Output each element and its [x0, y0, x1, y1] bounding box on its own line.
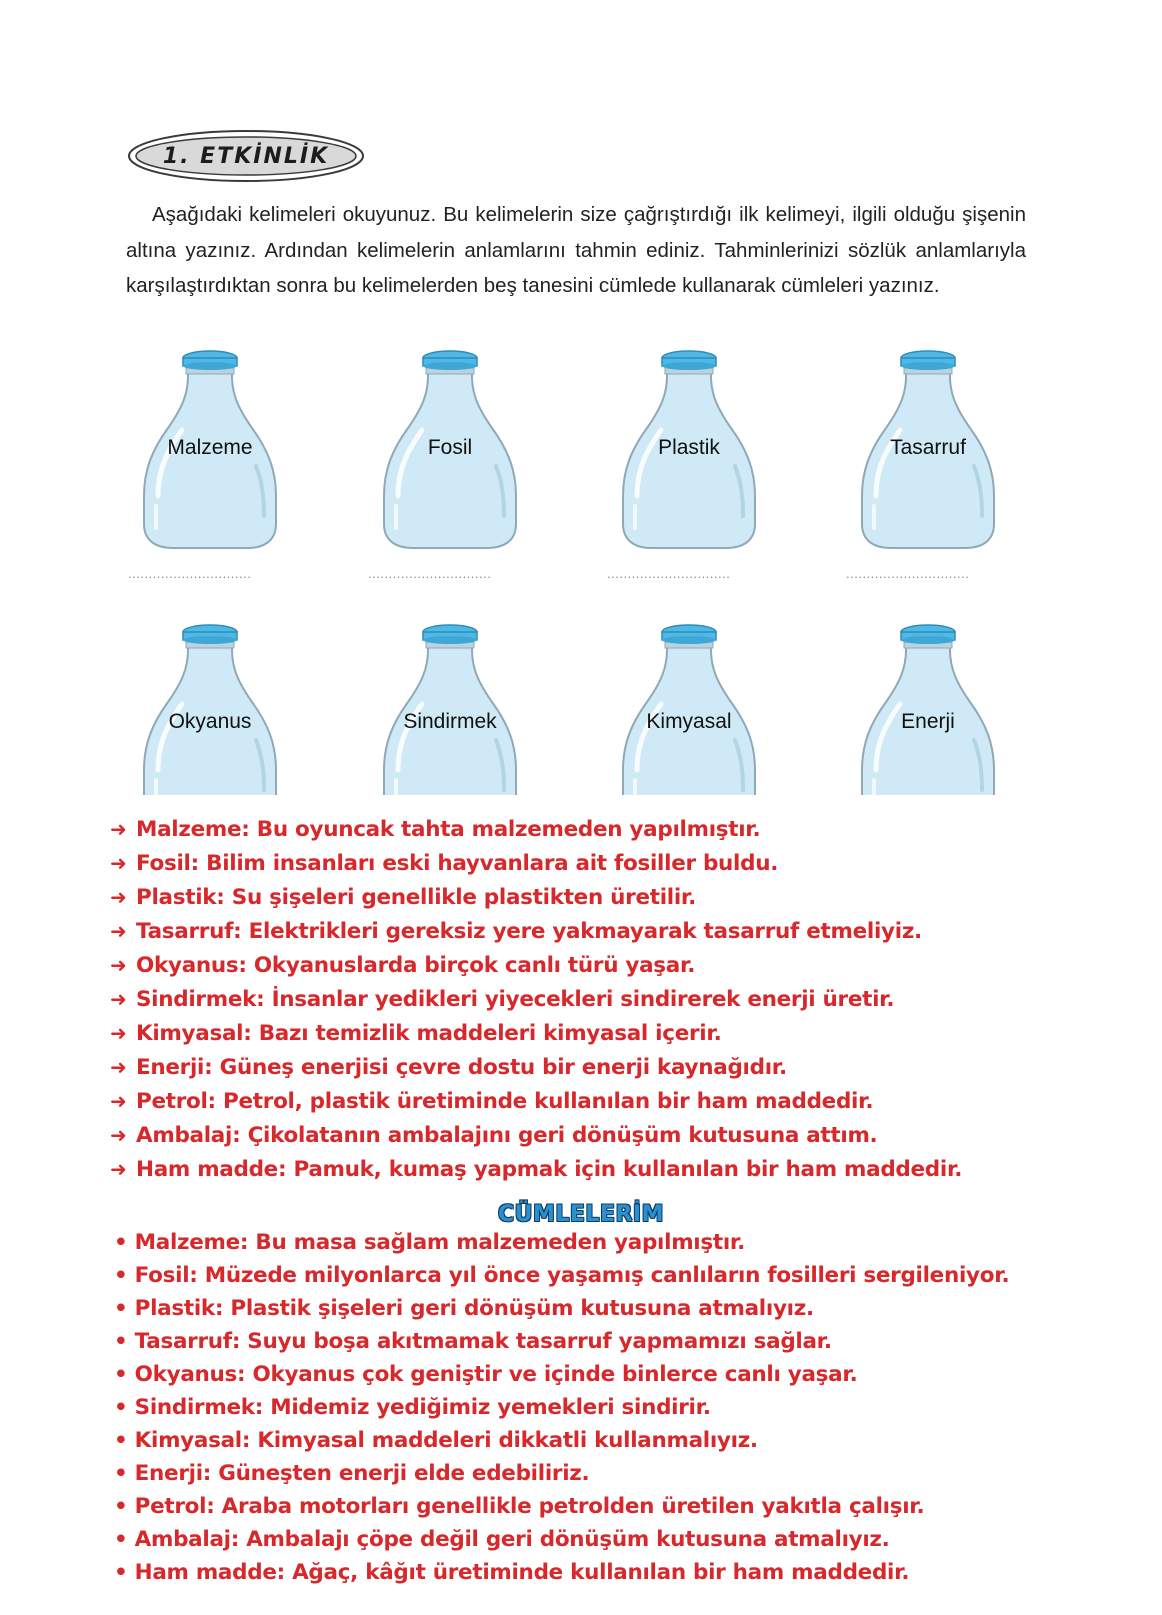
bullet-icon: • — [114, 1230, 135, 1255]
arrow-right-icon: ➜ — [110, 953, 127, 977]
bullet-icon: • — [114, 1494, 135, 1519]
arrow-right-icon: ➜ — [110, 851, 127, 875]
sentence-text: Malzeme: Bu masa sağlam malzemeden yapılmıştır. — [134, 1230, 746, 1255]
bottle — [856, 346, 1000, 552]
bullet-icon: • — [114, 1527, 135, 1552]
bottle — [138, 620, 282, 826]
sentence-text: Kimyasal: Kimyasal maddeleri dikkatli kullanmalıyız. — [134, 1428, 758, 1453]
bullet-icon: • — [114, 1362, 135, 1387]
sentence-text: Ambalaj: Ambalajı çöpe değil geri dönüşüm kutusuna atmalıyız. — [134, 1527, 890, 1552]
answer-text: Petrol: Petrol, plastik üretiminde kullanılan bir ham maddedir. — [136, 1089, 874, 1114]
sentence-item — [114, 1490, 1134, 1523]
sentences-list — [114, 1226, 1134, 1589]
answer-item — [110, 1084, 1110, 1118]
answer-text: Ambalaj: Çikolatanın ambalajını geri dönüşüm kutusuna attım. — [136, 1123, 878, 1148]
activity-title: 1. ETKİNLİK — [162, 143, 330, 169]
bullet-icon: • — [114, 1263, 135, 1288]
sentence-item — [114, 1424, 1134, 1457]
answer-blank[interactable]: .............................. — [846, 566, 970, 581]
bottle — [617, 346, 761, 552]
bottle-label: Malzeme — [167, 436, 253, 459]
answer-text: Enerji: Güneş enerjisi çevre dostu bir enerji kaynağıdır. — [136, 1055, 787, 1080]
answer-item — [110, 982, 1110, 1016]
answers-list — [110, 812, 1110, 1186]
bottle — [138, 346, 282, 552]
answer-text: Malzeme: Bu oyuncak tahta malzemeden yapılmıştır. — [136, 817, 761, 842]
answer-text: Fosil: Bilim insanları eski hayvanlara ait fosiller buldu. — [136, 851, 779, 876]
arrow-right-icon: ➜ — [110, 885, 127, 909]
sentence-item — [114, 1358, 1134, 1391]
arrow-right-icon: ➜ — [110, 817, 127, 841]
answer-item — [110, 1050, 1110, 1084]
bottle-label: Plastik — [658, 436, 720, 459]
bottle — [378, 346, 522, 552]
bottle-label: Kimyasal — [646, 710, 732, 733]
answer-item — [110, 880, 1110, 914]
bullet-icon: • — [114, 1560, 135, 1585]
bullet-icon: • — [114, 1329, 135, 1354]
answer-text: Ham madde: Pamuk, kumaş yapmak için kullanılan bir ham maddedir. — [136, 1157, 963, 1182]
bullet-icon: • — [114, 1461, 135, 1486]
sentence-text: Sindirmek: Midemiz yediğimiz yemekleri sindirir. — [134, 1395, 711, 1420]
arrow-right-icon: ➜ — [110, 987, 127, 1011]
arrow-right-icon: ➜ — [110, 1021, 127, 1045]
answer-item — [110, 914, 1110, 948]
sentence-item — [114, 1226, 1134, 1259]
bottle — [617, 620, 761, 826]
arrow-right-icon: ➜ — [110, 1157, 127, 1181]
sentence-item — [114, 1391, 1134, 1424]
sentence-item — [114, 1556, 1134, 1589]
sentence-text: Enerji: Güneşten enerji elde edebiliriz. — [134, 1461, 590, 1486]
answer-blank[interactable]: .............................. — [368, 566, 492, 581]
sentence-item — [114, 1292, 1134, 1325]
instructions-text: Aşağıdaki kelimeleri okuyunuz. Bu kelimelerin size çağrıştırdığı ilk kelimeyi, ilgili olduğu şişenin altına yazınız. Ardından kelimelerin anlamlarını tahmin ediniz. Tahminlerinizi sözlük anlamlarıyla karşılaştırdıktan sonra bu kelimelerden beş tanesini cümlede kullanarak cümleleri yazınız. — [126, 203, 1026, 297]
sentence-item — [114, 1259, 1134, 1292]
activity-badge — [126, 128, 366, 184]
sentence-item — [114, 1457, 1134, 1490]
answer-item — [110, 846, 1110, 880]
answer-text: Tasarruf: Elektrikleri gereksiz yere yakmayarak tasarruf etmeliyiz. — [136, 919, 922, 944]
answer-item — [110, 1016, 1110, 1050]
answer-blank[interactable]: .............................. — [607, 566, 731, 581]
answer-text: Plastik: Su şişeleri genellikle plastikten üretilir. — [136, 885, 697, 910]
arrow-right-icon: ➜ — [110, 919, 127, 943]
bottle-label: Tasarruf — [890, 436, 966, 459]
arrow-right-icon: ➜ — [110, 1123, 127, 1147]
section-title: CÜMLELERİM — [497, 1202, 664, 1227]
answer-item — [110, 948, 1110, 982]
answer-item — [110, 812, 1110, 846]
answer-text: Sindirmek: İnsanlar yedikleri yiyecekleri sindirerek enerji üretir. — [136, 987, 895, 1012]
sentence-text: Tasarruf: Suyu boşa akıtmamak tasarruf yapmamızı sağlar. — [134, 1329, 832, 1354]
answer-item — [110, 1118, 1110, 1152]
sentence-text: Ham madde: Ağaç, kâğıt üretiminde kullanılan bir ham maddedir. — [134, 1560, 910, 1585]
sentence-text: Okyanus: Okyanus çok geniştir ve içinde binlerce canlı yaşar. — [134, 1362, 858, 1387]
bottle-label: Enerji — [901, 710, 955, 733]
answer-blank[interactable]: .............................. — [128, 566, 252, 581]
answer-text: Kimyasal: Bazı temizlik maddeleri kimyasal içerir. — [136, 1021, 722, 1046]
sentence-text: Plastik: Plastik şişeleri geri dönüşüm kutusuna atmalıyız. — [134, 1296, 814, 1321]
arrow-right-icon: ➜ — [110, 1055, 127, 1079]
bullet-icon: • — [114, 1395, 135, 1420]
sentence-item — [114, 1523, 1134, 1556]
bullet-icon: • — [114, 1296, 135, 1321]
bottle — [856, 620, 1000, 826]
sentence-text: Fosil: Müzede milyonlarca yıl önce yaşamış canlıların fosilleri sergileniyor. — [134, 1263, 1010, 1288]
bottle-label: Fosil — [427, 436, 473, 459]
bullet-icon: • — [114, 1428, 135, 1453]
bottle-label: Sindirmek — [403, 710, 497, 733]
bottle-label: Okyanus — [168, 710, 252, 733]
answer-text: Okyanus: Okyanuslarda birçok canlı türü yaşar. — [136, 953, 696, 978]
bottle — [378, 620, 522, 826]
answer-item — [110, 1152, 1110, 1186]
sentence-item — [114, 1325, 1134, 1358]
arrow-right-icon: ➜ — [110, 1089, 127, 1113]
sentence-text: Petrol: Araba motorları genellikle petrolden üretilen yakıtla çalışır. — [134, 1494, 925, 1519]
